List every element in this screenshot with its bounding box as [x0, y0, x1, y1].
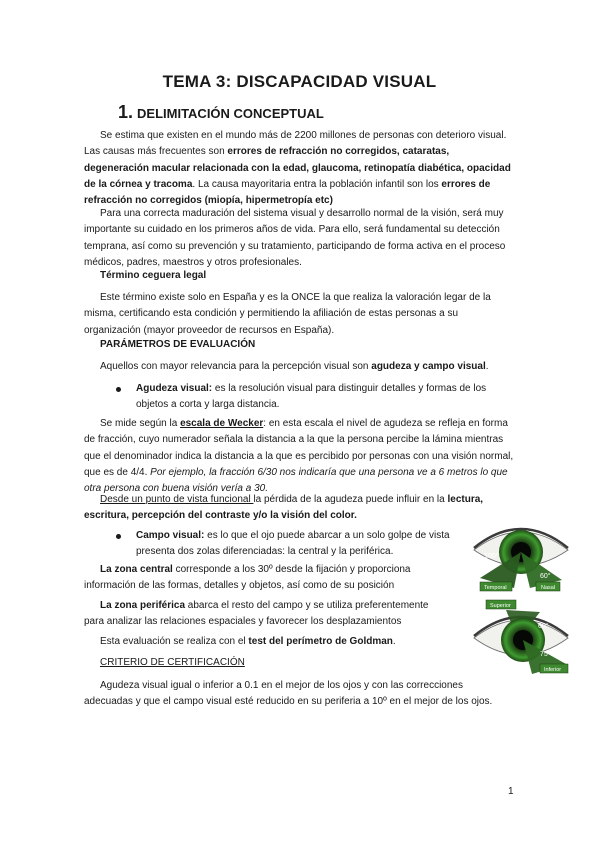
text: Para una correcta maduración del sistema visual y desarrollo normal de la visión, será muy importante su cuidado en los primeros años de vida. Para ello, será fundamental su detección temprana, así como su prevención y su tratamiento, participando de forma activa en el proceso médicos, padres, maestros y otros profesionales.	[84, 208, 506, 268]
heading-legal-blindness: Término ceguera legal	[100, 270, 207, 281]
label-75: 75°	[540, 651, 551, 658]
eye-bottom-group	[474, 600, 568, 674]
text-bold: agudeza y campo visual	[371, 361, 486, 372]
paragraph-causes	[84, 128, 514, 209]
eye-top-group	[474, 529, 568, 591]
paragraph-maturation	[84, 206, 514, 271]
section-heading	[118, 102, 324, 123]
paragraph-wecker	[84, 416, 514, 497]
text: es la resolución visual para distinguir detalles y formas de los objetos a corta y larga distancia.	[136, 383, 487, 411]
text-bold: La zona periférica	[100, 600, 186, 611]
text-bold-underline: escala de Wecker	[180, 418, 264, 429]
text: es lo que el ojo puede abarcar a un solo golpe de vista presenta dos zolas diferenciadas: la central y la periférica.	[136, 530, 450, 558]
text-bold: test del perímetro de Goldman	[248, 636, 393, 647]
text-bold: Campo visual:	[136, 530, 205, 541]
text: . La causa mayoritaria entra la población infantil son los	[192, 178, 442, 190]
text: Este término existe solo en España y es la ONCE la que realiza la valoración legar de la misma, certificando esta condición y permitiendo la afiliación de estas personas a su organización (mayor proveedor de recursos en España).	[84, 292, 491, 336]
text: abarca el resto del campo y se utiliza preferentemente para analizar las relaciones espaciales y favorecer los desplazamientos	[84, 600, 429, 628]
heading-evaluation-params: PARÁMETROS DE EVALUACIÓN	[100, 339, 256, 350]
label-inferior: Inferior	[544, 667, 562, 673]
paragraph-once	[84, 290, 514, 339]
paragraph-peripheral-zone	[84, 598, 444, 631]
bullet-dot	[116, 534, 121, 539]
label-temporal: Temporal	[484, 585, 507, 591]
section-title: DELIMITACIÓN CONCEPTUAL	[137, 106, 324, 121]
text-underline: Desde un punto de vista funcional	[100, 494, 254, 505]
label-nasal: Nasal	[541, 585, 556, 591]
paragraph-functional	[84, 492, 514, 525]
text: : en esta escala el nivel de agudeza se refleja en forma de fracción, cuyo numerador señala la distancia a la que la persona percibe la lámina mientras que el denominador indica la distancia a la que es percibido por personas con una visión normal, que es de 4/4.	[84, 418, 514, 478]
bullet-visual-acuity	[116, 381, 516, 414]
heading-certification: CRITERIO DE CERTIFICACIÓN	[100, 657, 245, 668]
text: .	[392, 636, 396, 647]
document-title: TEMA 3: DISCAPACIDAD VISUAL	[162, 72, 437, 91]
text: Se estima que existen en el mundo más de 2200 millones de personas con deterioro visual. Las causas más frecuentes son	[84, 130, 507, 158]
paragraph-relevance	[84, 359, 514, 375]
text: Se mide según la	[100, 418, 181, 429]
paragraph-central-zone	[84, 562, 444, 595]
section-number: 1.	[118, 102, 134, 122]
text: Agudeza visual igual o inferior a 0.1 en el mejor de los ojos y con las correcciones adecuadas y que el campo visual esté reducido en su periferia a 10º en el mejor de los ojos.	[84, 680, 493, 708]
bullet-dot	[116, 387, 121, 392]
text-bold: La zona central	[100, 564, 173, 575]
label-superior: Superior	[490, 603, 511, 609]
text-bold: errores de refracción no corregidos, cataratas, degeneración macular relacionada con la edad, glaucoma, retinopatía diabética, opacidad de la córnea y tracoma	[84, 146, 511, 190]
text: la pérdida de la agudeza puede influir en la	[253, 494, 448, 505]
page-number: 1	[508, 786, 514, 797]
paragraph-goldman	[84, 634, 444, 650]
text: Esta evaluación se realiza con el	[100, 636, 249, 647]
bullet-visual-field	[116, 528, 456, 561]
text: Aquellos con mayor relevancia para la percepción visual son	[100, 361, 372, 372]
text-italic: Por ejemplo, la fracción 6/30 nos indicaría que una persona ve a 6 metros lo que otra persona con buena visión vería a 30.	[84, 466, 508, 495]
paragraph-certification	[84, 678, 514, 711]
text-bold: Agudeza visual:	[136, 383, 213, 394]
text: .	[485, 361, 489, 372]
label-60b: 60°	[538, 623, 549, 630]
label-60: 60°	[540, 573, 551, 580]
visual-field-figure	[470, 516, 572, 676]
label-100: 100°	[484, 553, 499, 560]
text-bold: lectura, escritura, percepción del contraste y/o la visión del color.	[84, 494, 484, 522]
text-bold: errores de refracción no corregidos (miopía, hipermetropía etc)	[84, 178, 491, 207]
text: corresponde a los 30º desde la fijación y proporciona información de las formas, detalles y objetos, así como de su posición	[84, 564, 411, 592]
